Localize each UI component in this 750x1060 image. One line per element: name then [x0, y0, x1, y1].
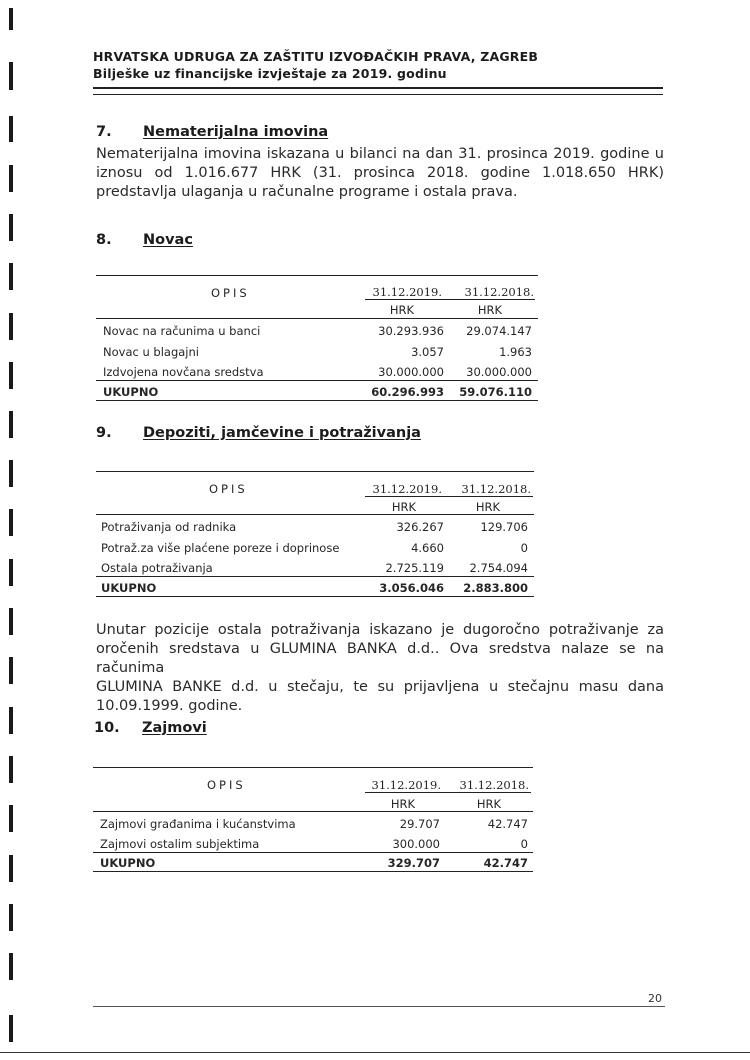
binder-mark — [9, 855, 13, 882]
row-value-2018: 0 — [520, 837, 528, 851]
binder-mark — [9, 805, 13, 832]
unit-label-2019: HRK — [389, 303, 415, 317]
binder-mark — [9, 62, 13, 90]
table-top-rule — [96, 471, 534, 472]
page-number: 20 — [648, 992, 662, 1005]
binder-mark — [9, 608, 13, 635]
table-opis-header: OPIS — [211, 286, 250, 300]
binder-mark — [9, 8, 13, 30]
unit-rule — [96, 318, 538, 319]
section-7-title: Nematerijalna imovina — [143, 124, 329, 140]
column-header-rule — [365, 496, 533, 497]
section-10-title: Zajmovi — [142, 720, 207, 736]
unit-rule — [93, 811, 533, 812]
document-header-title: HRVATSKA UDRUGA ZA ZAŠTITU IZVOĐAČKIH PRAVA, ZAGREB — [93, 49, 539, 64]
binder-mark — [9, 313, 13, 340]
total-top-rule — [93, 852, 533, 853]
binder-mark — [9, 509, 13, 536]
column-header-2019: 31.12.2019. — [372, 482, 442, 496]
total-bottom-rule — [96, 596, 534, 597]
row-value-2018: 30.000.000 — [466, 365, 532, 379]
table-top-rule — [96, 275, 538, 276]
binder-mark — [9, 657, 13, 684]
binder-mark — [9, 904, 13, 931]
footer-rule — [93, 1006, 665, 1007]
column-header-2019: 31.12.2019. — [372, 285, 442, 299]
row-value-2018: 29.074.147 — [466, 324, 532, 338]
unit-label-2019: HRK — [390, 797, 416, 811]
row-value-2019: 2.725.119 — [385, 561, 444, 575]
unit-label-2018: HRK — [477, 303, 503, 317]
unit-rule — [96, 514, 534, 515]
row-value-2019: 30.000.000 — [378, 365, 444, 379]
total-label: UKUPNO — [100, 856, 156, 870]
row-value-2019: 326.267 — [396, 520, 444, 534]
table-top-rule — [93, 767, 533, 768]
row-label: Novac na računima u banci — [103, 324, 261, 338]
section-9-title: Depoziti, jamčevine i potraživanja — [143, 425, 421, 441]
binder-mark — [9, 214, 13, 241]
total-value-2019: 60.296.993 — [371, 385, 444, 399]
row-value-2018: 0 — [520, 541, 528, 555]
binder-mark — [9, 559, 13, 586]
total-bottom-rule — [93, 871, 533, 872]
table-opis-header: OPIS — [209, 482, 248, 496]
row-value-2019: 30.293.936 — [378, 324, 444, 338]
header-rule — [93, 87, 663, 89]
header-rule — [93, 94, 663, 95]
row-label: Potraživanja od radnika — [101, 520, 237, 534]
total-top-rule — [96, 576, 534, 577]
binder-mark — [9, 116, 13, 142]
total-bottom-rule — [96, 400, 538, 401]
total-label: UKUPNO — [101, 581, 157, 595]
row-value-2019: 4.660 — [411, 541, 444, 555]
row-label: Novac u blagajni — [103, 345, 199, 359]
paragraph-line: iznosu od 1.016.677 HRK (31. prosinca 2018. godine 1.018.650 HRK) — [96, 165, 664, 181]
paragraph-line: oročenih sredstava u GLUMINA BANKA d.d.. Ova sredstva nalaze se na računima — [96, 641, 664, 676]
unit-label-2019: HRK — [391, 500, 417, 514]
total-value-2018: 2.883.800 — [463, 581, 528, 595]
binder-mark — [9, 362, 13, 389]
total-value-2018: 59.076.110 — [459, 385, 532, 399]
row-label: Ostala potraživanja — [101, 561, 213, 575]
row-label: Zajmovi građanima i kućanstvima — [100, 817, 296, 831]
column-header-rule — [365, 299, 535, 300]
unit-label-2018: HRK — [475, 500, 501, 514]
paragraph-line: 10.09.1999. godine. — [96, 698, 243, 714]
total-top-rule — [96, 380, 538, 381]
unit-label-2018: HRK — [476, 797, 502, 811]
row-value-2018: 42.747 — [487, 817, 528, 831]
section-8-number: 8. — [96, 232, 112, 248]
column-header-2018: 31.12.2018. — [464, 285, 534, 299]
binder-mark — [9, 953, 13, 980]
document-header-subtitle: Bilješke uz financijske izvještaje za 2019. godinu — [93, 66, 447, 81]
row-value-2019: 29.707 — [399, 817, 440, 831]
row-label: Zajmovi ostalim subjektima — [100, 837, 260, 851]
section-9-paragraph — [96, 621, 664, 716]
row-value-2018: 1.963 — [499, 345, 532, 359]
section-9-number: 9. — [96, 425, 112, 441]
row-label: Izdvojena novčana sredstva — [103, 365, 264, 379]
binder-mark — [9, 707, 13, 734]
section-10-number: 10. — [94, 720, 120, 736]
total-value-2019: 329.707 — [387, 856, 440, 870]
total-value-2019: 3.056.046 — [379, 581, 444, 595]
binder-mark — [9, 756, 13, 783]
paragraph-line: Nematerijalna imovina iskazana u bilanci na dan 31. prosinca 2019. godine u — [96, 146, 664, 162]
row-value-2018: 129.706 — [480, 520, 528, 534]
paragraph-line: GLUMINA BANKE d.d. u stečaju, te su prijavljena u stečajnu masu dana — [96, 679, 664, 695]
binder-mark — [9, 1015, 13, 1042]
total-value-2018: 42.747 — [483, 856, 528, 870]
row-value-2019: 3.057 — [411, 345, 444, 359]
binder-mark — [9, 411, 13, 438]
paragraph-line: predstavlja ulaganja u računalne programe i ostala prava. — [96, 184, 518, 200]
row-value-2019: 300.000 — [392, 837, 440, 851]
section-7-number: 7. — [96, 124, 112, 140]
binder-mark — [9, 165, 13, 192]
row-label: Potraž.za više plaćene poreze i doprinose — [101, 541, 340, 555]
column-header-rule — [365, 792, 531, 793]
bottom-edge-line — [0, 1052, 750, 1053]
column-header-2018: 31.12.2018. — [461, 482, 531, 496]
section-7-paragraph — [96, 145, 664, 202]
row-value-2018: 2.754.094 — [469, 561, 528, 575]
paragraph-line: Unutar pozicije ostala potraživanja iskazano je dugoročno potraživanje za — [96, 622, 664, 638]
total-label: UKUPNO — [103, 385, 159, 399]
table-opis-header: OPIS — [207, 778, 246, 792]
binder-mark — [9, 460, 13, 487]
section-8-title: Novac — [143, 232, 193, 248]
binder-mark — [9, 263, 13, 290]
column-header-2018: 31.12.2018. — [459, 778, 529, 792]
column-header-2019: 31.12.2019. — [371, 778, 441, 792]
